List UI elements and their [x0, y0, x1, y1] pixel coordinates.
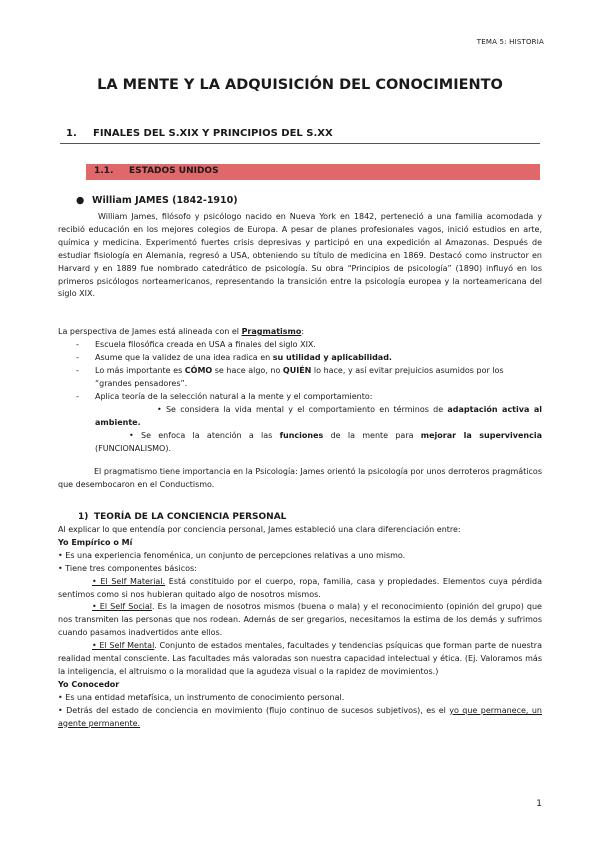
section-number: 1.: [66, 128, 77, 139]
empirico-point-2: • Tiene tres componentes básicos:: [58, 563, 197, 573]
pragmatism-intro: [58, 326, 542, 339]
conocedor-point-2: [58, 705, 542, 731]
subitem-2-text: • Se enfoca la atención a las: [129, 431, 280, 440]
pragmatism-item-1: Escuela filosófica creada en USA a finales del siglo XIX.: [95, 340, 316, 349]
section-title: FINALES DEL S.XIX Y PRINCIPIOS DEL S.XX: [93, 128, 333, 139]
pragmatism-intro-colon: :: [301, 327, 305, 336]
theory-body: [58, 524, 542, 731]
yo-conocedor-heading: [58, 679, 542, 692]
pragmatism-item-3: [95, 365, 542, 391]
dash-bullet: -: [76, 366, 79, 375]
item-2-text: Asume que la validez de una idea radica en: [95, 353, 273, 362]
yo-empirico-heading: [58, 537, 542, 550]
yo-empirico-label: Yo Empírico o Mí: [58, 537, 133, 547]
self-material-text: Está constituido por el cuerpo, ropa, familia, casa y propiedades. Elementos cuya pérdida sentimos como si nos hubieran quitado algo de nosotros mismos.: [58, 576, 542, 599]
self-social-label: • El Self Social: [92, 602, 153, 612]
self-material-label: • El Self Material.: [92, 576, 166, 586]
pragmatism-subitem-1: [95, 404, 542, 430]
pragmatism-term: Pragmatismo: [241, 327, 302, 336]
person-heading: [76, 195, 238, 206]
self-mental-item: [58, 640, 542, 679]
theory-title: TEORÍA DE LA CONCIENCIA PERSONAL: [94, 512, 287, 522]
subitem-2-bold-funciones: funciones: [279, 431, 324, 440]
bio-paragraph: William James, filósofo y psicólogo nacido en Nueva York en 1842, perteneció a una familia acomodada y recibió educación en los mejores colegios de Europa. A pesar de planes profesionales vagos, inició estudios en arte, química y medicina. Experimentó fuertes crisis depresivas y participó en una expedición al Amazonas. Después de estudiar fisiología en Alemania, regresó a USA, obteniendo su título de medicina en 1869. Destacó como instructor en Harvard y en 1889 fue nombrado catedrático de psicología. Su obra “Principios de psicología” (1890) influyó en los primeros psicólogos norteamericanos, representando la transición entre la psicología europea y la norteamericana del siglo XIX.: [58, 212, 542, 299]
self-mental-text: . Conjunto de estados mentales, facultades y tendencias psíquicas que forman parte de nuestra realidad mental consciente. Las facultades más valoradas son nuestra capacidad intelectual y ética. (Ej. Valoramos más la inteligencia, el altruismo o la moralidad que la agudeza visual o la rapidez de movimientos.): [58, 641, 542, 676]
document-title: LA MENTE Y LA ADQUISICIÓN DEL CONOCIMIENTO: [97, 77, 503, 93]
self-material-item: [58, 576, 542, 602]
theory-heading: [78, 512, 286, 522]
subitem-1-text: • Se considera la vida mental y el comportamiento en términos de: [157, 405, 448, 414]
subsection-number: 1.1.: [94, 166, 114, 176]
subitem-1-bold: adaptación activa al ambiente.: [95, 405, 542, 427]
item-3-bold-quien: QUIÉN: [282, 366, 312, 375]
pragmatism-item-4: Aplica teoría de la selección natural a la mente y el comportamiento:: [95, 392, 373, 401]
subitem-2-text-mid: de la mente para: [323, 431, 421, 440]
section-heading: [60, 127, 540, 144]
self-mental-label: • El Self Mental: [92, 641, 155, 651]
pragmatism-intro-text: La perspectiva de James está alineada con el: [58, 327, 242, 336]
page-number: 1: [536, 799, 542, 809]
yo-conocedor-label: Yo Conocedor: [58, 679, 120, 689]
person-name: William JAMES (1842-1910): [92, 195, 238, 206]
conocedor-point-2-text: • Detrás del estado de conciencia en movimiento (flujo continuo de sucesos subjetivos), es el: [58, 705, 450, 715]
self-social-item: [58, 601, 542, 640]
item-3-text-end: lo hace, y así evitar prejuicios asumidos por los “grandes pensadores”.: [95, 366, 504, 388]
running-header: TEMA 5: HISTORIA: [476, 38, 544, 46]
theory-intro: Al explicar lo que entendía por conciencia personal, James estableció una clara diferenciación entre:: [58, 525, 461, 534]
subsection-title: ESTADOS UNIDOS: [129, 166, 219, 176]
subsection-heading: [86, 164, 540, 180]
conocedor-point-2-underlined: yo que permanece, un agente permanente.: [58, 705, 542, 728]
subitem-2-bold-supervivencia: mejorar la supervivencia: [420, 431, 542, 440]
importance-paragraph: El pragmatismo tiene importancia en la Psicología: James orientó la psicología por unos derroteros pragmáticos que desembocaron en el Conductismo.: [58, 467, 542, 489]
pragmatism-subitem-2: [95, 430, 542, 456]
item-3-text-mid: se hace algo, no: [212, 366, 283, 375]
self-social-text: . Es la imagen de nosotros mismos (buena o mala) y el reconocimiento (opinión del grupo) que nos transmiten las personas que nos rodean. Además de ser gregarios, necesitamos la estima de los demás y sufrimos cuando pasamos inadvertidos ante ellos.: [58, 602, 542, 638]
bullet-icon: ●: [76, 195, 85, 206]
subitem-2-text-end: (FUNCIONALISMO).: [95, 443, 172, 453]
item-3-bold-como: CÓMO: [184, 366, 213, 375]
conocedor-point-1: • Es una entidad metafísica, un instrumento de conocimiento personal.: [58, 692, 345, 702]
dash-bullet: -: [76, 392, 79, 401]
item-3-text: Lo más importante es: [95, 366, 185, 375]
dash-bullet: -: [76, 353, 79, 362]
dash-bullet: -: [76, 340, 79, 349]
empirico-point-1: • Es una experiencia fenoménica, un conjunto de percepciones relativas a uno mismo.: [58, 550, 406, 560]
item-2-bold: su utilidad y aplicabilidad.: [272, 353, 392, 362]
theory-number: 1): [78, 512, 89, 522]
pragmatism-item-2: [95, 352, 542, 365]
